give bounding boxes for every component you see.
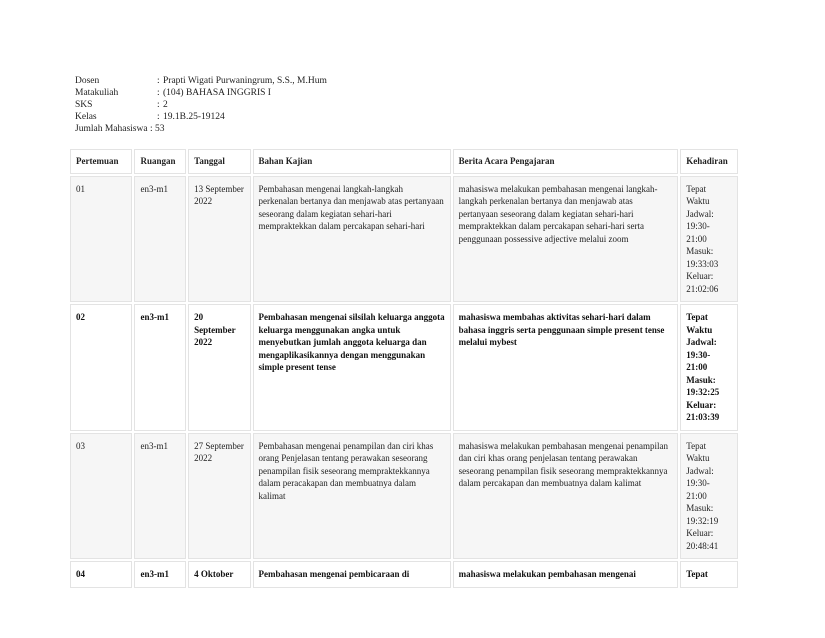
course-info (75, 75, 327, 135)
info-label: Jumlah Mahasiswa (75, 124, 148, 134)
attendance-line: 19:33:03 (686, 258, 719, 269)
cell-pertemuan: 04 (70, 561, 132, 588)
cell-berita-acara: mahasiswa melakukan pembahasan mengenai langkah-langkah perkenalan bertanya dan menjawab atas pertanyaan seseorang dalam kegiatan sehari-hari mempraktekkan dalam percakapan sehari-hari serta penggunaan possessive adjective melalui zoom (453, 176, 679, 303)
cell-bahan-kajian: Pembahasan mengenai langkah-langkah perkenalan bertanya dan menjawab atas pertanyaan seseorang dalam kegiatan sehari-hari mempraktekkan dalam percakapan sehari-hari (253, 176, 451, 303)
column-header-tanggal: Tanggal (188, 149, 250, 174)
cell-tanggal: 4 Oktober (188, 561, 250, 588)
attendance-line: Masuk: (686, 374, 716, 385)
attendance-line: 21:02:06 (686, 283, 719, 294)
table-header-row (70, 149, 738, 174)
attendance-line: Waktu (686, 324, 713, 335)
attendance-line: 21:00 (686, 233, 707, 244)
cell-berita-acara: mahasiswa melakukan pembahasan mengenai (453, 561, 679, 588)
attendance-line: Keluar: (686, 399, 717, 410)
cell-berita-acara: mahasiswa membahas aktivitas sehari-hari dalam bahasa inggris serta penggunaan simple present tense melalui mybest (453, 304, 679, 431)
attendance-line: Jadwal: (686, 465, 714, 476)
info-row-matakuliah: Matakuliah : (104) BAHASA INGGRIS I (75, 88, 271, 98)
cell-tanggal: 27 September 2022 (188, 433, 250, 560)
cell-berita-acara: mahasiswa melakukan pembahasan mengenai penampilan dan ciri khas orang penjelasan tentang perawakan seseorang penampilan fisik seseorang mempraktekkannya dalam percakapan dan membuatnya dalam kalimat (453, 433, 679, 560)
cell-tanggal: 13 September 2022 (188, 176, 250, 303)
table-row (70, 561, 738, 588)
attendance-line: Jadwal: (686, 337, 717, 347)
attendance-line: Waktu (686, 453, 710, 463)
info-label: Kelas (75, 112, 97, 122)
attendance-line: Jadwal: (686, 208, 714, 219)
cell-kehadiran (680, 561, 738, 588)
cell-bahan-kajian: Pembahasan mengenai pembicaraan di (253, 561, 451, 588)
attendance-line: 19:32:25 (686, 387, 720, 397)
info-row-jumlah: Jumlah Mahasiswa : 53 (75, 124, 165, 134)
cell-ruangan: en3-m1 (134, 176, 186, 303)
attendance-line: 19:30- (686, 478, 710, 488)
info-label: SKS (75, 100, 93, 110)
attendance-line: Keluar: (686, 271, 714, 281)
attendance-line: 21:03:39 (686, 412, 720, 422)
cell-kehadiran (680, 176, 738, 303)
info-label: Dosen (75, 76, 100, 86)
cell-pertemuan: 03 (70, 433, 132, 560)
attendance-line: 21:00 (686, 362, 708, 372)
attendance-line: Keluar: (686, 528, 714, 538)
cell-ruangan: en3-m1 (134, 561, 186, 588)
cell-kehadiran (680, 304, 738, 431)
attendance-line: Waktu (686, 196, 710, 206)
info-value: 2 (163, 100, 168, 110)
teaching-report-table (68, 147, 740, 590)
info-row-sks: SKS : 2 (75, 100, 168, 110)
attendance-line: Tepat (686, 440, 707, 451)
table-row (70, 304, 738, 431)
cell-kehadiran (680, 433, 738, 560)
column-header-pertemuan: Pertemuan (70, 149, 132, 174)
attendance-line: 19:32:19 (686, 515, 719, 526)
attendance-line: 19:30- (686, 349, 711, 360)
info-value: (104) BAHASA INGGRIS I (163, 88, 271, 98)
info-value: 19.1B.25-19124 (163, 112, 225, 122)
attendance-line: Masuk: (686, 246, 714, 256)
cell-tanggal: 20 September 2022 (188, 304, 250, 431)
cell-pertemuan: 01 (70, 176, 132, 303)
attendance-line: Masuk: (686, 503, 714, 513)
attendance-line: Tepat (686, 569, 708, 579)
cell-pertemuan: 02 (70, 304, 132, 431)
cell-ruangan: en3-m1 (134, 304, 186, 431)
column-header-kehadiran: Kehadiran (680, 149, 738, 174)
column-header-bahan-kajian: Bahan Kajian (253, 149, 451, 174)
attendance-line: 19:30- (686, 221, 710, 231)
column-header-ruangan: Ruangan (134, 149, 186, 174)
attendance-line: 21:00 (686, 490, 707, 501)
info-row-kelas: Kelas : 19.1B.25-19124 (75, 112, 225, 122)
info-value: Prapti Wigati Purwaningrum, S.S., M.Hum (163, 76, 327, 86)
info-label: Matakuliah (75, 88, 119, 98)
cell-bahan-kajian: Pembahasan mengenai penampilan dan ciri khas orang Penjelasan tentang perawakan seseorang penampilan fisik seseorang mempraktekkannya dalam peracakapan dan membuatnya dalam kalimat (253, 433, 451, 560)
info-row-dosen: Dosen : Prapti Wigati Purwaningrum, S.S., M.Hum (75, 76, 327, 86)
cell-ruangan: en3-m1 (134, 433, 186, 560)
attendance-line: Tepat (686, 183, 707, 194)
info-value: 53 (154, 124, 165, 134)
attendance-line: 20:48:41 (686, 540, 719, 551)
cell-bahan-kajian: Pembahasan mengenai silsilah keluarga anggota keluarga menggunakan angka untuk menyebutkan jumlah anggota keluarga dan mengaplikasikannya dengan menggunakan simple present tense (253, 304, 451, 431)
table-row (70, 433, 738, 560)
attendance-line: Tepat (686, 312, 708, 322)
column-header-berita-acara: Berita Acara Pengajaran (453, 149, 679, 174)
table-row (70, 176, 738, 303)
